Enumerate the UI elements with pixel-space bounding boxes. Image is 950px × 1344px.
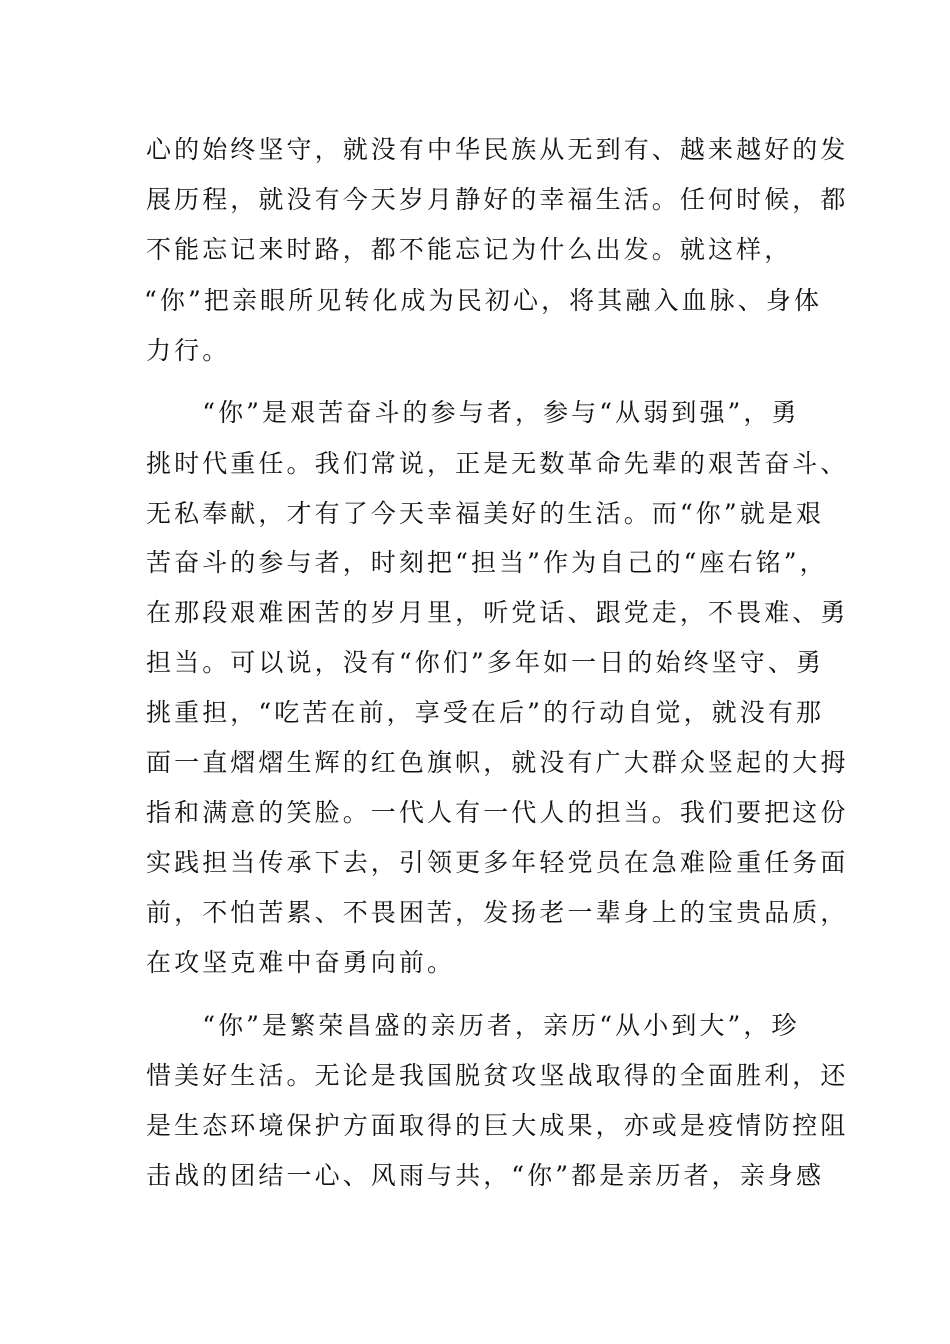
text-line: 展历程，就没有今天岁月静好的幸福生活。任何时候，都	[146, 185, 849, 214]
text-line: 挑重担，“吃苦在前，享受在后”的行动自觉，就没有那	[146, 698, 825, 727]
text-line: 苦奋斗的参与者，时刻把“担当”作为自己的“座右铭”，	[146, 548, 828, 577]
text-line: 指和满意的笑脸。一代人有一代人的担当。我们要把这份	[146, 798, 849, 827]
text-line: 心的始终坚守，就没有中华民族从无到有、越来越好的发	[146, 135, 849, 164]
text-line: 力行。	[146, 336, 231, 365]
text-line: 挑时代重任。我们常说，正是无数革命先辈的艰苦奋斗、	[146, 449, 849, 478]
text-line: “你”把亲眼所见转化成为民初心，将其融入血脉、身体	[144, 286, 823, 315]
text-line: 击战的团结一心、风雨与共，“你”都是亲历者，亲身感	[146, 1161, 825, 1190]
text-line: 面一直熠熠生辉的红色旗帜，就没有广大群众竖起的大拇	[146, 748, 849, 777]
text-line: 担当。可以说，没有“你们”多年如一日的始终坚守、勇	[146, 648, 825, 677]
text-line: 不能忘记来时路，都不能忘记为什么出发。就这样，	[146, 235, 793, 264]
text-line: 是生态环境保护方面取得的巨大成果，亦或是疫情防控阻	[146, 1111, 849, 1140]
text-line: 实践担当传承下去，引领更多年轻党员在急难险重任务面	[146, 848, 849, 877]
text-line: “你”是繁荣昌盛的亲历者，亲历“从小到大”，珍	[146, 1011, 800, 1040]
text-line: 在那段艰难困苦的岁月里，听党话、跟党走，不畏难、勇	[146, 598, 849, 627]
text-line: “你”是艰苦奋斗的参与者，参与“从弱到强”，勇	[146, 398, 800, 427]
text-line: 前，不怕苦累、不畏困苦，发扬老一辈身上的宝贵品质，	[146, 898, 849, 927]
text-line: 无私奉献，才有了今天幸福美好的生活。而“你”就是艰	[146, 499, 825, 528]
text-line: 惜美好生活。无论是我国脱贫攻坚战取得的全面胜利，还	[146, 1061, 849, 1090]
text-line: 在攻坚克难中奋勇向前。	[146, 948, 456, 977]
